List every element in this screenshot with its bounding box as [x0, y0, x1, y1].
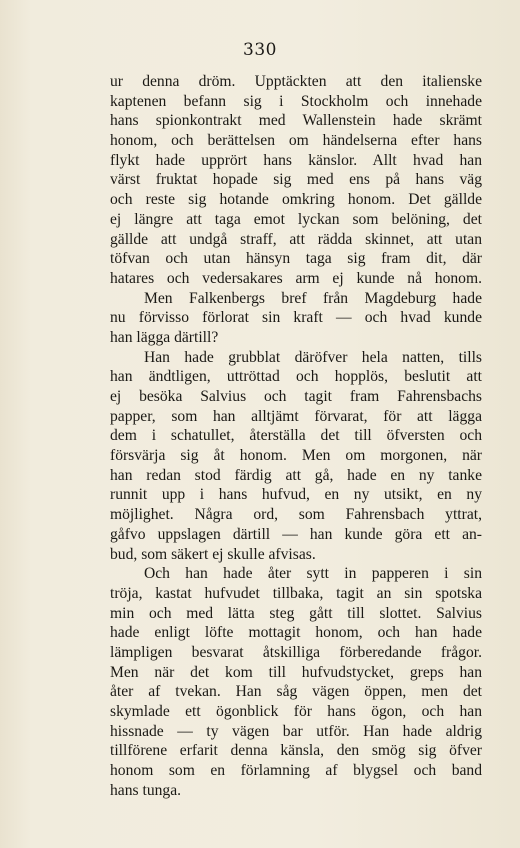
text-line: skymlade ett ögonblick för hans ögon, och han [110, 703, 482, 720]
text-line: han lägga därtill? [110, 328, 219, 346]
text-line: tröja, kastat hufvudet tillbaka, tagit an sin spotska [110, 584, 482, 602]
text-line: värst fruktat hopade sig med ens på hans väg [110, 171, 482, 189]
text-line: ej besöka Salvius och tagit fram Fahrensbachs [110, 388, 482, 405]
text-line: försvärja sig åt honom. Men om morgonen, när [110, 447, 482, 465]
text-line: hade enligt löfte mottagit honom, och han hade [110, 624, 482, 642]
text-line: han redan stod färdig att gå, hade en ny tanke [110, 466, 482, 484]
text-line: lämpligen besvarat åtskilliga förberedande frågor. [110, 643, 482, 661]
text-line: Men när det kom till hufvudstycket, greps han [110, 663, 482, 681]
text-line: hatares och vedersakares arm ej kunde nå honom. [110, 269, 482, 287]
text-line: möjlighet. Några ord, som Fahrensbach yttrat, [110, 506, 482, 524]
text-line: Han hade grubblat däröfver hela natten, tills [144, 348, 482, 366]
text-line: tillförene erfarit denna känsla, den smög sig öfver [110, 742, 482, 760]
text-line: honom, och berättelsen om händelserna efter hans [110, 132, 482, 150]
text-line: ur denna dröm. Upptäckten att den italienske [110, 73, 482, 90]
text-line: gällde att undgå straff, att rädda skinnet, att utan [110, 230, 482, 248]
text-line: hissnade — ty vägen bar utför. Han hade aldrig [110, 722, 482, 740]
text-line: hans tunga. [110, 781, 182, 799]
text-line: ej längre att taga emot lyckan som belöning, det [110, 210, 482, 228]
text-line: kaptenen befann sig i Stockholm och innehade [110, 92, 482, 110]
text-line: flykt hade upprört hans känslor. Allt hvad han [110, 151, 482, 169]
text-line: dem i schatullet, återställa det till öfversten och [110, 427, 482, 445]
body-text [110, 72, 482, 800]
text-line: Och han hade åter sytt in papperen i sin [144, 565, 482, 583]
text-line: gåfvo uppslagen därtill — han kunde göra ett an- [110, 525, 482, 543]
text-line: min och med lätta steg gått till slottet. Salvius [110, 604, 482, 622]
text-line: honom som en förlamning af blygsel och band [110, 762, 482, 780]
text-line: Men Falkenbergs bref från Magdeburg hade [144, 289, 482, 307]
text-line: töfvan och utan hänsyn taga sig fram dit, där [110, 250, 482, 268]
text-line: runnit upp i hans hufvud, en ny utsikt, en ny [110, 486, 482, 504]
text-line: han ändtligen, uttröttad och hopplös, beslutit att [110, 368, 482, 386]
page-number: 330 [243, 40, 277, 60]
text-line: och reste sig hotande omkring honom. Det gällde [110, 191, 482, 209]
text-line: åter af tvekan. Han såg vägen öppen, men det [110, 683, 482, 701]
text-line: papper, som han alltjämt förvarat, för att lägga [110, 407, 482, 425]
text-line: bud, som säkert ej skulle afvisas. [110, 545, 316, 563]
text-line: hans spionkontrakt med Wallenstein hade skrämt [110, 112, 482, 130]
text-line: nu förvisso förlorat sin kraft — och hvad kunde [110, 309, 482, 327]
